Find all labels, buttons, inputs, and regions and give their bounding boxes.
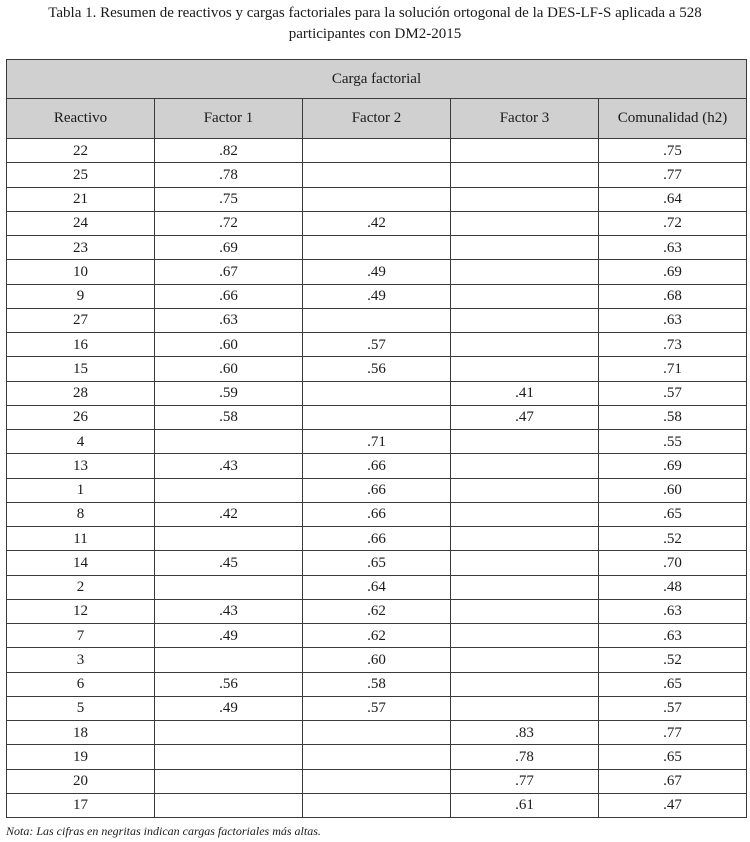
table-row xyxy=(7,236,747,260)
table-cell xyxy=(451,478,599,502)
table-cell: .60 xyxy=(155,333,303,357)
table-cell: .58 xyxy=(303,672,451,696)
table-cell: 9 xyxy=(7,284,155,308)
group-header: Carga factorial xyxy=(7,60,747,99)
table-cell: .63 xyxy=(599,236,747,260)
table-cell: 20 xyxy=(7,769,155,793)
table-cell xyxy=(303,139,451,163)
table-cell xyxy=(451,696,599,720)
table-cell: .52 xyxy=(599,527,747,551)
table-row xyxy=(7,163,747,187)
table-cell xyxy=(303,405,451,429)
table-row xyxy=(7,139,747,163)
table-cell: .70 xyxy=(599,551,747,575)
table-cell: .42 xyxy=(303,211,451,235)
table-cell: 3 xyxy=(7,648,155,672)
table-cell: .72 xyxy=(599,211,747,235)
table-cell: .57 xyxy=(303,696,451,720)
table-row xyxy=(7,502,747,526)
column-header: Factor 1 xyxy=(155,99,303,139)
table-cell: .60 xyxy=(599,478,747,502)
table-cell: .67 xyxy=(599,769,747,793)
table-cell xyxy=(451,599,599,623)
table-cell xyxy=(451,163,599,187)
table-cell: .77 xyxy=(451,769,599,793)
table-cell: .82 xyxy=(155,139,303,163)
table-cell xyxy=(303,236,451,260)
table-cell: .63 xyxy=(599,599,747,623)
table-cell xyxy=(155,721,303,745)
table-caption xyxy=(0,3,750,45)
table-cell xyxy=(451,139,599,163)
table-cell: .64 xyxy=(599,187,747,211)
table-row xyxy=(7,211,747,235)
table-cell: 22 xyxy=(7,139,155,163)
table-cell: 4 xyxy=(7,430,155,454)
table-cell: 6 xyxy=(7,672,155,696)
table-cell: .66 xyxy=(303,454,451,478)
table-cell: .56 xyxy=(303,357,451,381)
table-cell xyxy=(451,454,599,478)
table-row xyxy=(7,260,747,284)
table-row xyxy=(7,793,747,817)
table-row xyxy=(7,381,747,405)
table-cell: .83 xyxy=(451,721,599,745)
table-cell: .42 xyxy=(155,502,303,526)
table-cell xyxy=(155,478,303,502)
table-cell xyxy=(155,430,303,454)
column-header-row xyxy=(7,99,747,139)
table-cell: .47 xyxy=(599,793,747,817)
column-header: Factor 3 xyxy=(451,99,599,139)
table-cell: 19 xyxy=(7,745,155,769)
table-cell xyxy=(451,430,599,454)
table-cell: .52 xyxy=(599,648,747,672)
table-cell: .41 xyxy=(451,381,599,405)
table-cell: .73 xyxy=(599,333,747,357)
table-row xyxy=(7,599,747,623)
table-row xyxy=(7,672,747,696)
table-cell: 10 xyxy=(7,260,155,284)
table-cell xyxy=(303,793,451,817)
table-cell: .77 xyxy=(599,163,747,187)
table-cell: .68 xyxy=(599,284,747,308)
table-cell xyxy=(155,648,303,672)
table-cell: 24 xyxy=(7,211,155,235)
table-cell xyxy=(303,163,451,187)
caption-line-1: Tabla 1. Resumen de reactivos y cargas factoriales para la solución ortogonal de la DES-LF-S aplicada a 528 xyxy=(48,5,702,21)
table-cell: .65 xyxy=(599,745,747,769)
table-cell xyxy=(451,648,599,672)
table-cell: 25 xyxy=(7,163,155,187)
table-row xyxy=(7,551,747,575)
table-cell xyxy=(303,381,451,405)
table-cell: .69 xyxy=(599,260,747,284)
table-cell: .47 xyxy=(451,405,599,429)
table-cell: .48 xyxy=(599,575,747,599)
table-cell: 28 xyxy=(7,381,155,405)
table-cell xyxy=(155,793,303,817)
table-row xyxy=(7,527,747,551)
table-cell xyxy=(155,527,303,551)
table-cell xyxy=(451,236,599,260)
table-cell: .66 xyxy=(303,478,451,502)
table-cell: .59 xyxy=(155,381,303,405)
table-row xyxy=(7,478,747,502)
table-cell: 14 xyxy=(7,551,155,575)
table-cell xyxy=(303,745,451,769)
table-cell: 11 xyxy=(7,527,155,551)
table-cell: 16 xyxy=(7,333,155,357)
table-cell: .60 xyxy=(155,357,303,381)
table-cell: .75 xyxy=(155,187,303,211)
table-cell: .69 xyxy=(599,454,747,478)
table-cell: .63 xyxy=(599,308,747,332)
table-cell: 18 xyxy=(7,721,155,745)
table-cell: 8 xyxy=(7,502,155,526)
table-cell: 17 xyxy=(7,793,155,817)
table-cell: .75 xyxy=(599,139,747,163)
column-header: Comunalidad (h2) xyxy=(599,99,747,139)
table-cell: .57 xyxy=(303,333,451,357)
table-cell xyxy=(451,308,599,332)
table-cell: 7 xyxy=(7,624,155,648)
table-cell: .71 xyxy=(303,430,451,454)
table-cell xyxy=(451,575,599,599)
table-cell: 26 xyxy=(7,405,155,429)
table-row xyxy=(7,284,747,308)
table-cell xyxy=(303,308,451,332)
table-cell: .69 xyxy=(155,236,303,260)
table-cell: .63 xyxy=(599,624,747,648)
table-row xyxy=(7,575,747,599)
table-cell: .65 xyxy=(303,551,451,575)
table-cell: .77 xyxy=(599,721,747,745)
table-note: Nota: Las cifras en negritas indican cargas factoriales más altas. xyxy=(6,824,321,838)
table-cell: 21 xyxy=(7,187,155,211)
table-cell: 27 xyxy=(7,308,155,332)
table-cell xyxy=(451,333,599,357)
table-cell: .57 xyxy=(599,381,747,405)
column-header: Factor 2 xyxy=(303,99,451,139)
table-row xyxy=(7,696,747,720)
table-cell xyxy=(451,284,599,308)
table-cell: .43 xyxy=(155,454,303,478)
table-cell: .56 xyxy=(155,672,303,696)
table-cell: 13 xyxy=(7,454,155,478)
table-cell xyxy=(451,502,599,526)
table-cell: .72 xyxy=(155,211,303,235)
column-header: Reactivo xyxy=(7,99,155,139)
table-cell xyxy=(303,721,451,745)
factor-loadings-table xyxy=(6,59,747,818)
table-cell: 23 xyxy=(7,236,155,260)
table-cell: .49 xyxy=(303,284,451,308)
table-row xyxy=(7,430,747,454)
table-cell: .62 xyxy=(303,599,451,623)
table-row xyxy=(7,721,747,745)
table-cell xyxy=(155,575,303,599)
table-cell xyxy=(451,357,599,381)
table-row xyxy=(7,648,747,672)
table-cell: .60 xyxy=(303,648,451,672)
table-cell: .65 xyxy=(599,672,747,696)
table-cell xyxy=(451,624,599,648)
table-row xyxy=(7,624,747,648)
caption-line-2: participantes con DM2-2015 xyxy=(288,26,462,42)
table-cell: .71 xyxy=(599,357,747,381)
table-cell: .67 xyxy=(155,260,303,284)
table-cell: .61 xyxy=(451,793,599,817)
table-row xyxy=(7,405,747,429)
table-cell: 12 xyxy=(7,599,155,623)
table-cell: 5 xyxy=(7,696,155,720)
table-cell: .49 xyxy=(155,624,303,648)
table-row xyxy=(7,769,747,793)
table-cell: .66 xyxy=(155,284,303,308)
table-cell xyxy=(155,745,303,769)
table-cell xyxy=(303,187,451,211)
table-cell: .55 xyxy=(599,430,747,454)
table-cell: .43 xyxy=(155,599,303,623)
table-cell: .58 xyxy=(599,405,747,429)
table-cell: 15 xyxy=(7,357,155,381)
table-cell xyxy=(451,527,599,551)
table-cell: .49 xyxy=(155,696,303,720)
table-cell: .62 xyxy=(303,624,451,648)
table-cell: 2 xyxy=(7,575,155,599)
table-cell: .57 xyxy=(599,696,747,720)
table-cell xyxy=(451,551,599,575)
table-row xyxy=(7,745,747,769)
table-cell: .78 xyxy=(155,163,303,187)
table-cell: .65 xyxy=(599,502,747,526)
table-cell: .63 xyxy=(155,308,303,332)
table-cell xyxy=(451,187,599,211)
table-body xyxy=(7,139,747,818)
table-row xyxy=(7,308,747,332)
table-cell: .66 xyxy=(303,527,451,551)
table-row xyxy=(7,357,747,381)
table-cell xyxy=(303,769,451,793)
table-row xyxy=(7,454,747,478)
table-cell xyxy=(155,769,303,793)
table-cell: .64 xyxy=(303,575,451,599)
table-cell: .66 xyxy=(303,502,451,526)
table-cell: .58 xyxy=(155,405,303,429)
table-cell: .78 xyxy=(451,745,599,769)
table-cell xyxy=(451,211,599,235)
table-cell xyxy=(451,260,599,284)
table-cell: .45 xyxy=(155,551,303,575)
table-cell: .49 xyxy=(303,260,451,284)
table-cell: 1 xyxy=(7,478,155,502)
table-row xyxy=(7,333,747,357)
table-row xyxy=(7,187,747,211)
table-cell xyxy=(451,672,599,696)
